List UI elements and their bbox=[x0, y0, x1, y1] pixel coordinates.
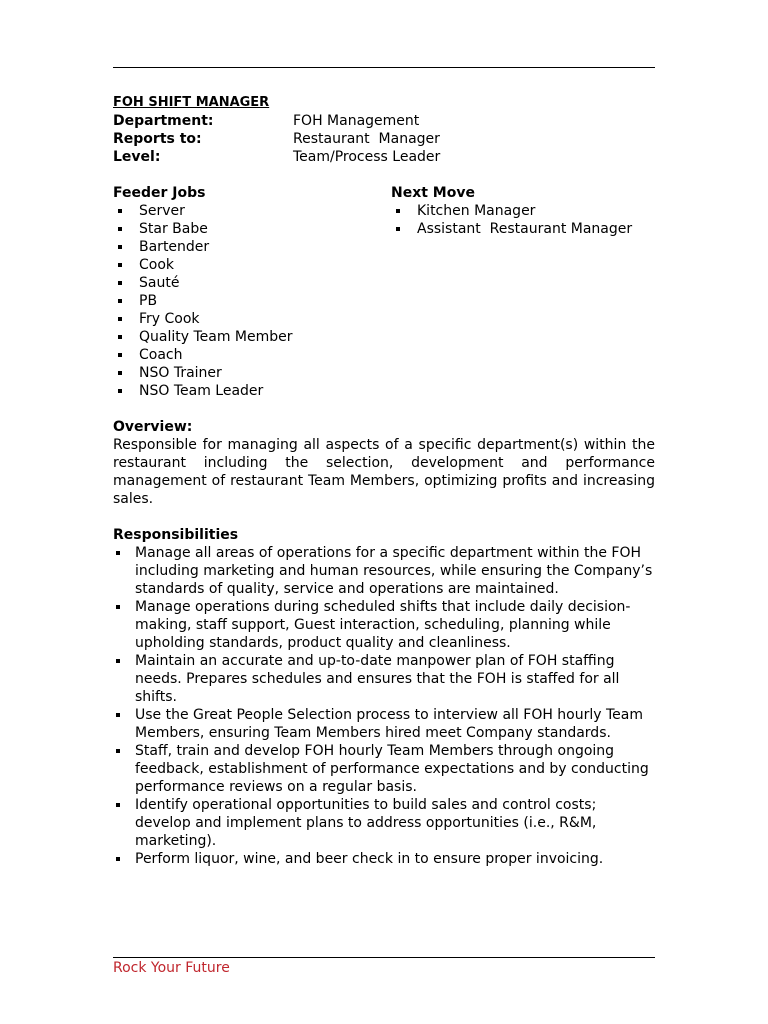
list-item: Assistant Restaurant Manager bbox=[391, 220, 655, 238]
list-item: Fry Cook bbox=[113, 310, 391, 328]
overview-text: Responsible for managing all aspects of a specific department(s) within the restaurant including the selection, development and performance management of restaurant Team Members, optimizing profits and increasing sales. bbox=[113, 437, 655, 507]
list-item: Perform liquor, wine, and beer check in to ensure proper invoicing. bbox=[113, 850, 655, 868]
list-item: NSO Team Leader bbox=[113, 382, 391, 400]
next-move-heading: Next Move bbox=[391, 185, 475, 201]
list-item: Staff, train and develop FOH hourly Team Members through ongoing feedback, establishment of performance expectations and by conducting performance reviews on a regular basis. bbox=[113, 742, 655, 796]
meta-label: Level: bbox=[113, 149, 161, 165]
job-description bbox=[113, 93, 655, 868]
list-item: Sauté bbox=[113, 274, 391, 292]
meta-value: Restaurant Manager bbox=[293, 131, 440, 147]
feeder-jobs-heading: Feeder Jobs bbox=[113, 185, 206, 201]
list-item: Manage all areas of operations for a specific department within the FOH including marketing and human resources, while ensuring the Company’s standards of quality, service and operations are maintained. bbox=[113, 544, 655, 598]
list-item: Identify operational opportunities to build sales and control costs; develop and implement plans to address opportunities (i.e., R&M, marketing). bbox=[113, 796, 655, 850]
meta-value: FOH Management bbox=[293, 113, 420, 129]
list-item: Use the Great People Selection process to interview all FOH hourly Team Members, ensuring Team Members hired meet Company standards. bbox=[113, 706, 655, 742]
list-item: Maintain an accurate and up-to-date manpower plan of FOH staffing needs. Prepares schedules and ensures that the FOH is staffed for all shifts. bbox=[113, 652, 655, 706]
list-item: PB bbox=[113, 292, 391, 310]
list-item: Server bbox=[113, 202, 391, 220]
meta-level bbox=[113, 148, 655, 166]
list-item: Manage operations during scheduled shifts that include daily decision-making, staff support, Guest interaction, scheduling, planning while upholding standards, product quality and cleanliness. bbox=[113, 598, 655, 652]
meta-label: Department: bbox=[113, 113, 214, 129]
overview-heading: Overview: bbox=[113, 419, 193, 435]
meta-label: Reports to: bbox=[113, 131, 202, 147]
feeder-jobs-list bbox=[113, 202, 391, 400]
meta-value: Team/Process Leader bbox=[293, 149, 441, 165]
list-item: Coach bbox=[113, 346, 391, 364]
footer-rule bbox=[113, 957, 655, 958]
job-title: FOH SHIFT MANAGER bbox=[113, 95, 270, 110]
list-item: Quality Team Member bbox=[113, 328, 391, 346]
meta-department bbox=[113, 112, 655, 130]
responsibilities-heading: Responsibilities bbox=[113, 527, 239, 543]
meta-reports-to bbox=[113, 130, 655, 148]
list-item: Star Babe bbox=[113, 220, 391, 238]
responsibilities-list bbox=[113, 544, 655, 868]
list-item: Cook bbox=[113, 256, 391, 274]
next-move-list bbox=[391, 202, 655, 238]
feeder-jobs-column bbox=[113, 184, 391, 400]
list-item: Kitchen Manager bbox=[391, 202, 655, 220]
header-rule bbox=[113, 67, 655, 68]
meta-block bbox=[113, 112, 655, 166]
list-item: Bartender bbox=[113, 238, 391, 256]
next-move-column bbox=[391, 184, 655, 400]
list-item: NSO Trainer bbox=[113, 364, 391, 382]
footer-tagline: Rock Your Future bbox=[113, 960, 230, 976]
career-path bbox=[113, 184, 655, 400]
